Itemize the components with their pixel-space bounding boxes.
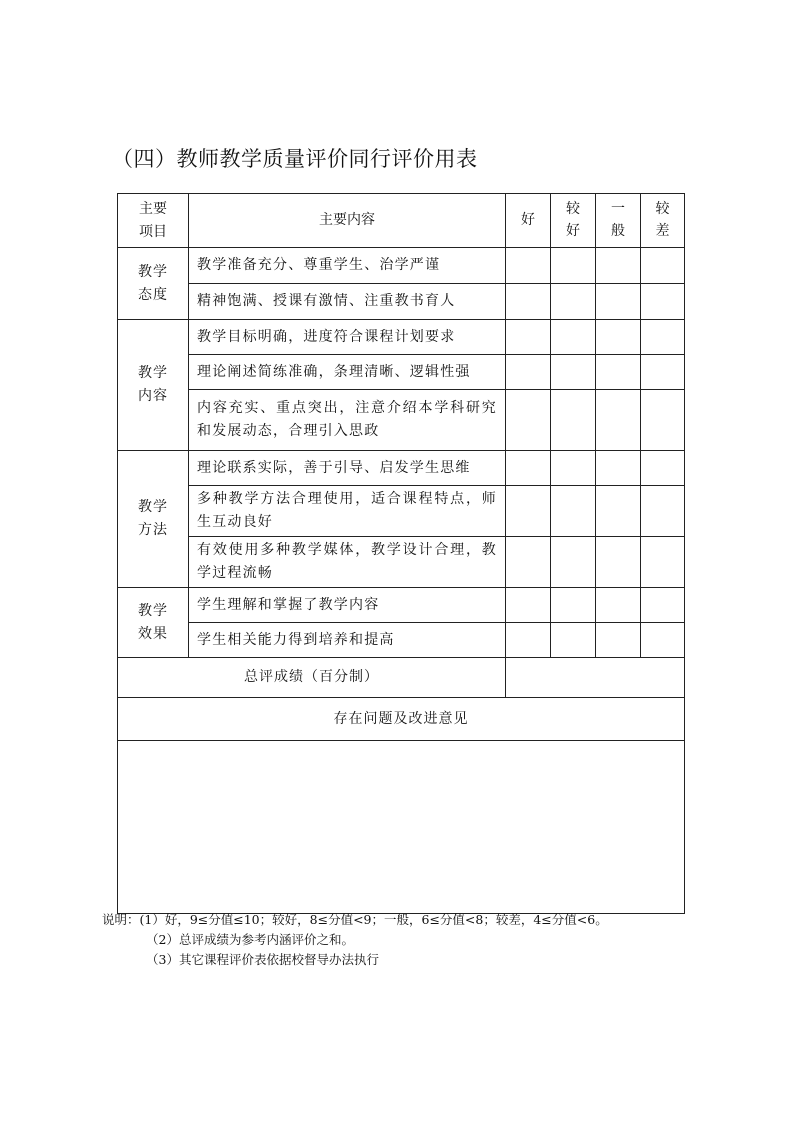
issues-header-row xyxy=(118,698,685,741)
score-cell-good[interactable] xyxy=(506,320,551,355)
score-cell-poor[interactable] xyxy=(641,588,685,623)
score-cell-good[interactable] xyxy=(506,248,551,284)
header-grade-fairly-good: 较好 xyxy=(551,194,596,248)
score-cell-poor[interactable] xyxy=(641,248,685,284)
score-cell-average[interactable] xyxy=(596,588,641,623)
note-line: 说明：(1）好，9≤分值≤10；较好，8≤分值<9；一般，6≤分值<8；较差，4≤分值<6。 xyxy=(102,912,608,927)
score-cell-good[interactable] xyxy=(506,537,551,588)
score-cell-good[interactable] xyxy=(506,588,551,623)
header-row xyxy=(118,194,685,248)
score-cell-average[interactable] xyxy=(596,451,641,486)
header-category: 主要 项目 xyxy=(118,194,189,248)
score-cell-fairly-good[interactable] xyxy=(551,248,596,284)
header-grade-average: 一般 xyxy=(596,194,641,248)
table-row xyxy=(118,623,685,658)
table-row xyxy=(118,248,685,284)
table-row xyxy=(118,486,685,537)
item-text: 有效使用多种教学媒体，教学设计合理，教学过程流畅 xyxy=(189,537,506,588)
category-effect: 教学 效果 xyxy=(118,588,189,658)
header-grade-good: 好 xyxy=(506,194,551,248)
score-cell-poor[interactable] xyxy=(641,537,685,588)
score-cell-poor[interactable] xyxy=(641,486,685,537)
score-cell-good[interactable] xyxy=(506,355,551,390)
score-cell-average[interactable] xyxy=(596,355,641,390)
notes xyxy=(102,910,608,970)
score-cell-good[interactable] xyxy=(506,451,551,486)
total-score-input[interactable] xyxy=(506,658,685,698)
score-cell-poor[interactable] xyxy=(641,623,685,658)
score-cell-average[interactable] xyxy=(596,248,641,284)
table-row xyxy=(118,355,685,390)
category-method: 教学 方法 xyxy=(118,451,189,588)
score-cell-average[interactable] xyxy=(596,390,641,451)
score-cell-fairly-good[interactable] xyxy=(551,355,596,390)
score-cell-poor[interactable] xyxy=(641,355,685,390)
table-row xyxy=(118,284,685,320)
score-cell-poor[interactable] xyxy=(641,390,685,451)
item-text: 内容充实、重点突出，注意介绍本学科研究和发展动态，合理引入思政 xyxy=(189,390,506,451)
item-text: 教学目标明确，进度符合课程计划要求 xyxy=(189,320,506,355)
score-cell-fairly-good[interactable] xyxy=(551,537,596,588)
item-text: 理论阐述简练准确，条理清晰、逻辑性强 xyxy=(189,355,506,390)
score-cell-fairly-good[interactable] xyxy=(551,451,596,486)
evaluation-table xyxy=(117,193,685,914)
table-row xyxy=(118,451,685,486)
score-cell-average[interactable] xyxy=(596,537,641,588)
score-cell-fairly-good[interactable] xyxy=(551,486,596,537)
score-cell-average[interactable] xyxy=(596,486,641,537)
category-content: 教学 内容 xyxy=(118,320,189,451)
note-line: （3）其它课程评价表依据校督导办法执行 xyxy=(146,952,379,967)
score-cell-good[interactable] xyxy=(506,284,551,320)
score-cell-fairly-good[interactable] xyxy=(551,284,596,320)
item-text: 理论联系实际，善于引导、启发学生思维 xyxy=(189,451,506,486)
table-row xyxy=(118,588,685,623)
total-score-label: 总评成绩（百分制） xyxy=(118,658,506,698)
score-cell-fairly-good[interactable] xyxy=(551,623,596,658)
table-row xyxy=(118,390,685,451)
score-cell-average[interactable] xyxy=(596,320,641,355)
score-cell-poor[interactable] xyxy=(641,320,685,355)
page-title: （四）教师教学质量评价同行评价用表 xyxy=(112,147,478,171)
category-attitude: 教学 态度 xyxy=(118,248,189,320)
item-text: 学生相关能力得到培养和提高 xyxy=(189,623,506,658)
issues-area-row xyxy=(118,741,685,914)
total-row xyxy=(118,658,685,698)
score-cell-fairly-good[interactable] xyxy=(551,320,596,355)
header-grade-poor: 较差 xyxy=(641,194,685,248)
score-cell-fairly-good[interactable] xyxy=(551,588,596,623)
score-cell-poor[interactable] xyxy=(641,451,685,486)
score-cell-poor[interactable] xyxy=(641,284,685,320)
issues-textarea[interactable] xyxy=(118,741,685,914)
issues-label: 存在问题及改进意见 xyxy=(118,698,685,741)
table-row xyxy=(118,320,685,355)
score-cell-good[interactable] xyxy=(506,486,551,537)
score-cell-good[interactable] xyxy=(506,623,551,658)
item-text: 精神饱满、授课有激情、注重教书育人 xyxy=(189,284,506,320)
score-cell-fairly-good[interactable] xyxy=(551,390,596,451)
item-text: 多种教学方法合理使用，适合课程特点，师生互动良好 xyxy=(189,486,506,537)
header-content: 主要内容 xyxy=(189,194,506,248)
item-text: 学生理解和掌握了教学内容 xyxy=(189,588,506,623)
score-cell-average[interactable] xyxy=(596,623,641,658)
item-text: 教学准备充分、尊重学生、治学严谨 xyxy=(189,248,506,284)
score-cell-average[interactable] xyxy=(596,284,641,320)
table-row xyxy=(118,537,685,588)
note-line: （2）总评成绩为参考内涵评价之和。 xyxy=(146,932,354,947)
score-cell-good[interactable] xyxy=(506,390,551,451)
